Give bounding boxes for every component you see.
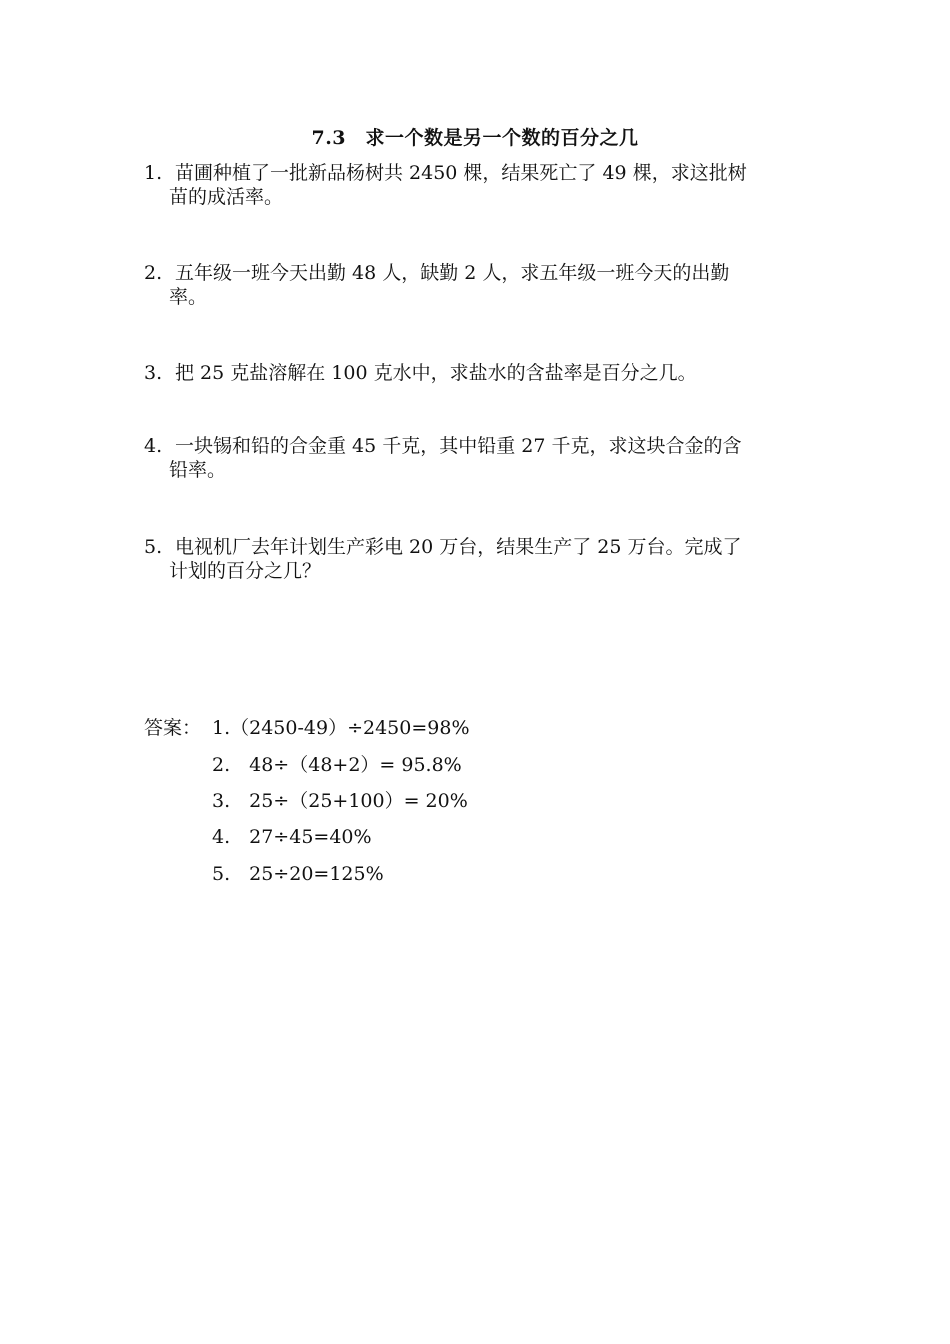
question-2 <box>144 261 809 309</box>
question-number: 1. <box>144 162 163 184</box>
answer-item: 1.（2450-49）÷2450=98% <box>212 717 470 739</box>
question-text-line2: 计划的百分之几？ <box>169 560 322 582</box>
question-number: 2. <box>144 262 163 284</box>
answer-label: 答案： <box>144 717 202 739</box>
page-title: 7.3 求一个数是另一个数的百分之几 <box>311 127 639 149</box>
question-number: 4. <box>144 435 163 457</box>
question-number: 3. <box>144 362 163 384</box>
question-4 <box>144 434 809 482</box>
question-text-line1: 把 25 克盐溶解在 100 克水中，求盐水的含盐率是百分之几。 <box>175 362 697 384</box>
question-text-line2: 铅率。 <box>169 459 227 481</box>
question-text-line1: 一块锡和铅的合金重 45 千克，其中铅重 27 千克，求这块合金的含 <box>175 435 742 457</box>
question-text-line1: 五年级一班今天出勤 48 人，缺勤 2 人，求五年级一班今天的出勤 <box>175 262 730 284</box>
question-1 <box>144 161 809 209</box>
question-text-line1: 电视机厂去年计划生产彩电 20 万台，结果生产了 25 万台。完成了 <box>175 536 742 558</box>
question-text-line2: 率。 <box>169 286 208 308</box>
question-number: 5. <box>144 536 163 558</box>
question-text-line2: 苗的成活率。 <box>169 186 284 208</box>
answer-item: 3. 25÷（25+100）= 20% <box>212 790 468 812</box>
answer-item: 2. 48÷（48+2）= 95.8% <box>212 754 462 776</box>
answer-item: 4. 27÷45=40% <box>212 826 372 848</box>
question-5 <box>144 535 809 583</box>
answer-item: 5. 25÷20=125% <box>212 863 384 885</box>
question-3 <box>144 361 809 385</box>
question-text-line1: 苗圃种植了一批新品杨树共 2450 棵，结果死亡了 49 棵，求这批树 <box>175 162 747 184</box>
